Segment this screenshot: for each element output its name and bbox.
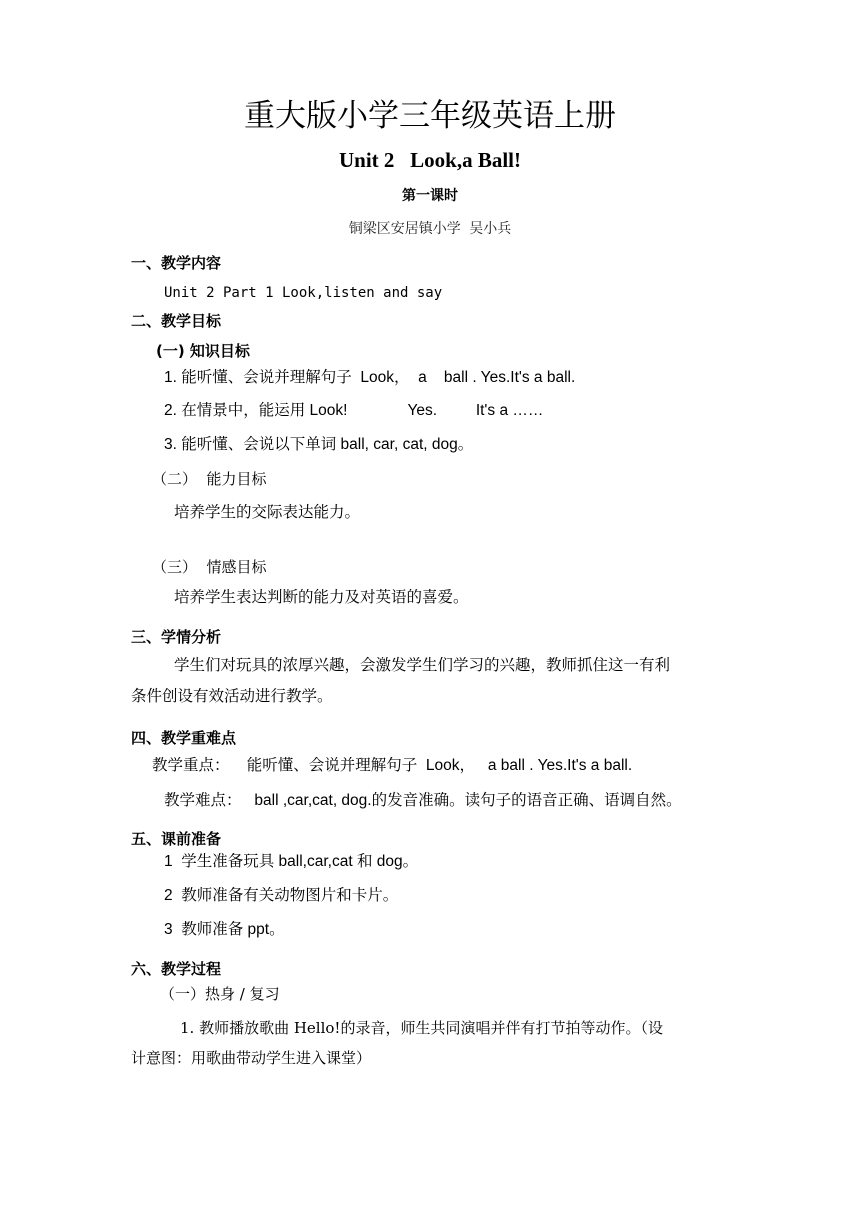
- author-line: 铜梁区安居镇小学 吴小兵: [348, 221, 512, 237]
- analysis-line: 学生们对玩具的浓厚兴趣，会激发学生们学习的兴趣，教师抓住这一有利: [174, 657, 671, 674]
- unit-subtitle: Unit 2 Look,a Ball!: [338, 148, 522, 172]
- teaching-content-text: Unit 2 Part 1 Look,listen and say: [164, 285, 443, 301]
- preparation-item: 1 学生准备玩具 ball,car,cat 和 dog。: [164, 853, 419, 870]
- process-line: 计意图：用歌曲带动学生进入课堂）: [131, 1049, 372, 1067]
- preparation-item: 3 教师准备 ppt。: [164, 921, 285, 938]
- section-heading-analysis: 三、学情分析: [131, 628, 222, 646]
- ability-objective-text: 培养学生的交际表达能力。: [174, 504, 361, 521]
- emotion-objective-text: 培养学生表达判断的能力及对英语的喜爱。: [174, 589, 469, 606]
- emotion-objective-label: （三） 情感目标: [152, 558, 267, 576]
- section-heading-process: 六、教学过程: [131, 960, 222, 978]
- difficult-point-text: 教学难点： ball ,car,cat, dog.的发音准确。读句子的语音正确、语调自然。: [164, 792, 682, 809]
- analysis-line: 条件创设有效活动进行教学。: [131, 688, 333, 705]
- section-heading-content: 一、教学内容: [131, 254, 222, 272]
- ability-objective-label: （二） 能力目标: [152, 470, 267, 488]
- process-line: 1. 教师播放歌曲 Hello!的录音，师生共同演唱并伴有打节拍等动作。（设: [180, 1019, 663, 1037]
- knowledge-item: 2. 在情景中，能运用 Look! Yes. It's a ……: [164, 402, 544, 419]
- section-heading-objectives: 二、教学目标: [131, 312, 222, 330]
- key-point-text: 教学重点： 能听懂、会说并理解句子 Look， a ball . Yes.It's a ball.: [152, 757, 633, 774]
- knowledge-item: 1. 能听懂、会说并理解句子 Look， a ball . Yes.It's a ball.: [164, 369, 576, 386]
- section-heading-preparation: 五、课前准备: [131, 830, 222, 848]
- document-title: 重大版小学三年级英语上册: [244, 98, 616, 134]
- process-step-label: （一）热身 / 复习: [160, 985, 280, 1003]
- knowledge-objective-label: (一) 知识目标: [156, 342, 250, 360]
- preparation-item: 2 教师准备有关动物图片和卡片。: [164, 887, 399, 904]
- section-heading-key-points: 四、教学重难点: [131, 729, 237, 747]
- lesson-label: 第一课时: [402, 188, 458, 204]
- knowledge-item: 3. 能听懂、会说以下单词 ball, car, cat, dog。: [164, 436, 474, 453]
